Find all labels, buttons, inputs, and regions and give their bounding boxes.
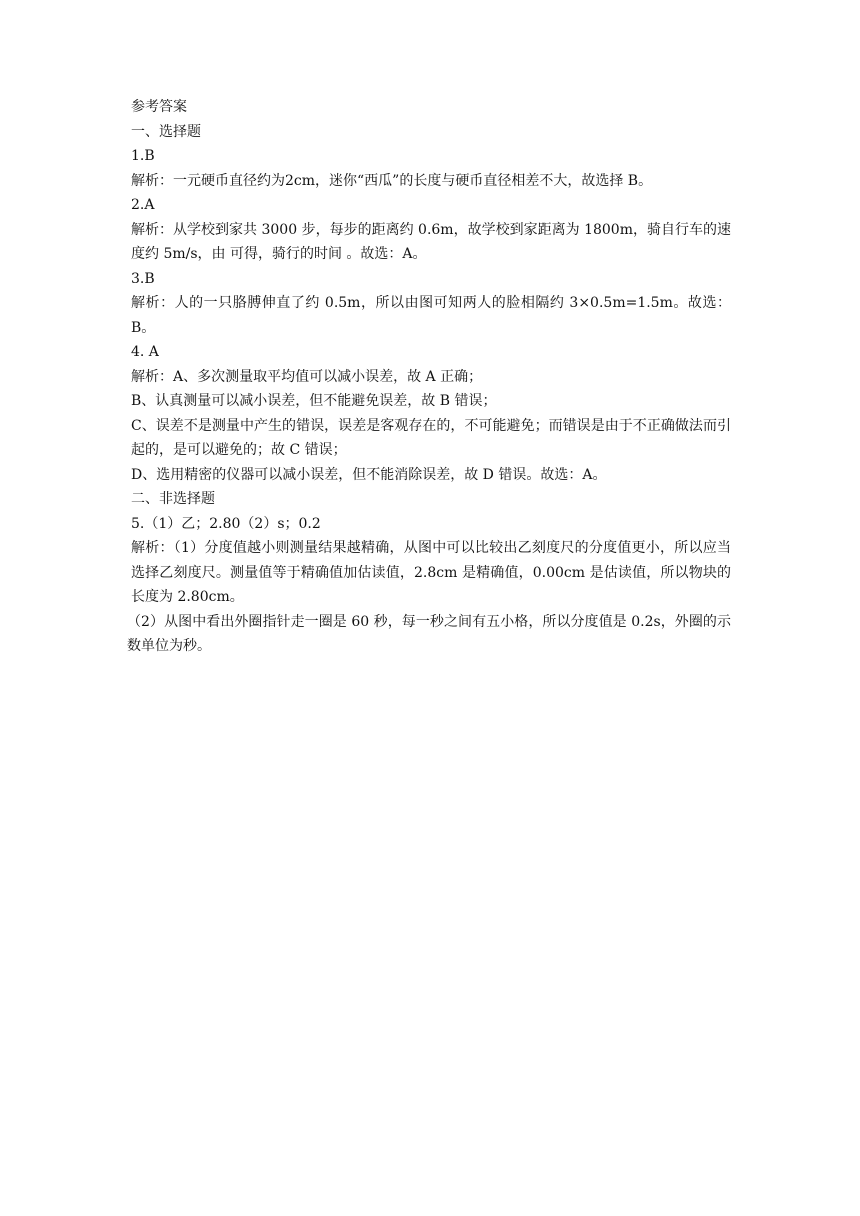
q4-analysis-c: C、误差不是测量中产生的错误，误差是客观存在的，不可能避免；而错误是由于不正确做法而引起的，是可以避免的；故 C 错误； — [131, 417, 731, 458]
document-title: 参考答案 — [131, 99, 187, 115]
q5-analysis-part2: （2）从图中看出外圈指针走一圈是 60 秒，每一秒之间有五小格，所以分度值是 0.2s，外圈的示数单位为秒。 — [127, 613, 731, 654]
q4-analysis-b: B、认真测量可以减小误差，但不能避免误差，故 B 错误； — [131, 393, 497, 409]
q4-analysis-d: D、选用精密的仪器可以减小误差，但不能消除误差，故 D 错误。故选：A。 — [131, 466, 607, 483]
q1-analysis: 解析：一元硬币直径约为2cm，迷你“西瓜”的长度与硬币直径相差不大，故选择 B。 — [131, 172, 653, 189]
q2-answer: 2.A — [131, 197, 155, 213]
q1-answer: 1.B — [131, 148, 155, 164]
q5-answer: 5.（1）乙；2.80（2）s；0.2 — [131, 515, 321, 532]
section-heading-choice: 一、选择题 — [131, 123, 201, 140]
section-heading-non-choice: 二、非选择题 — [131, 491, 215, 507]
q5-analysis-part1: 解析：（1）分度值越小则测量结果越精确，从图中可以比较出乙刻度尺的分度值更小，所以应当选择乙刻度尺。测量值等于精确值加估读值，2.8cm 是精确值，0.00cm 是估读值，所以物块的长度为 2.80cm。 — [131, 540, 731, 605]
q4-answer: 4. A — [131, 344, 159, 360]
q3-answer: 3.B — [131, 270, 155, 287]
q2-analysis: 解析：从学校到家共 3000 步，每步的距离约 0.6m，故学校到家距离为 1800m，骑自行车的速度约 5m/s，由 可得，骑行的时间 。故选：A。 — [131, 221, 731, 262]
answer-document — [127, 95, 731, 659]
q4-analysis-a: 解析：A、多次测量取平均值可以减小误差，故 A 正确； — [131, 368, 483, 385]
q3-analysis: 解析：人的一只胳膊伸直了约 0.5m，所以由图可知两人的脸相隔约 3×0.5m=1.5m。故选：B。 — [131, 295, 731, 336]
